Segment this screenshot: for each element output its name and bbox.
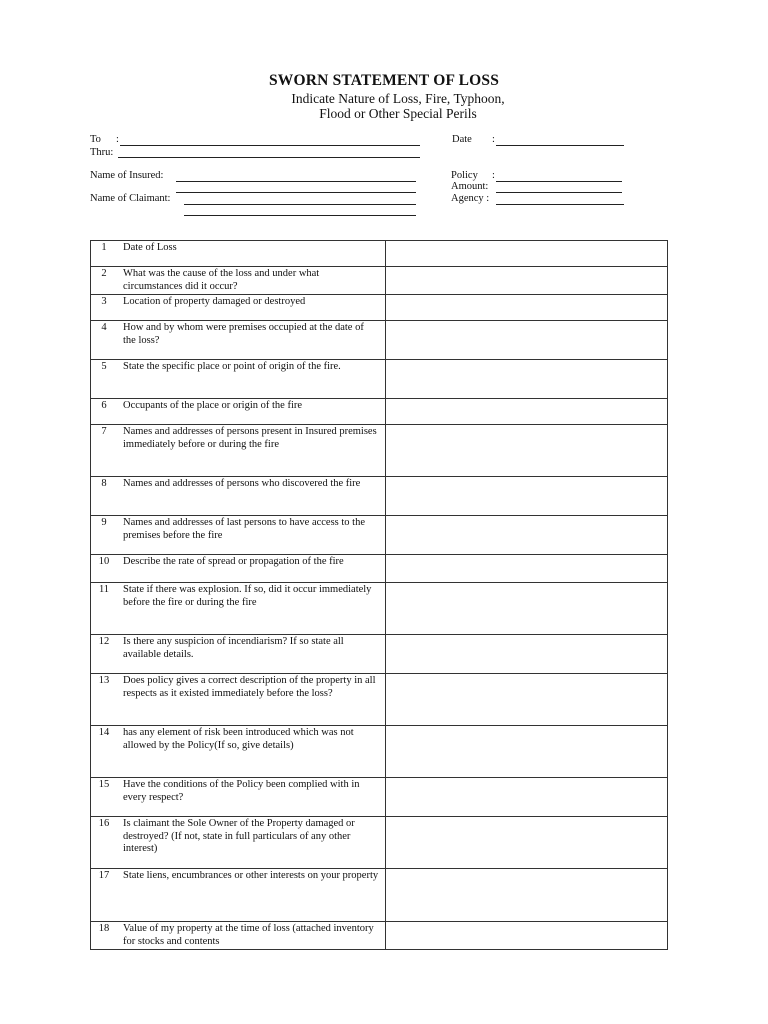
question-number: 7 <box>91 425 118 477</box>
table-row <box>91 922 668 950</box>
question-number: 2 <box>91 267 118 295</box>
table-row <box>91 425 668 477</box>
question-text: Value of my property at the time of loss (attached inventory for stocks and contents <box>117 922 386 950</box>
question-text: Is there any suspicion of incendiarism? If so state all available details. <box>117 635 386 674</box>
question-number: 4 <box>91 321 118 360</box>
question-number: 1 <box>91 241 118 267</box>
table-row <box>91 555 668 583</box>
question-text: Is claimant the Sole Owner of the Property damaged or destroyed? (If not, state in full particulars of any other interest) <box>117 817 386 869</box>
question-text: Names and addresses of persons who discovered the fire <box>117 477 386 516</box>
question-text: Describe the rate of spread or propagation of the fire <box>117 555 386 583</box>
question-text: How and by whom were premises occupied at the date of the loss? <box>117 321 386 360</box>
table-row <box>91 360 668 399</box>
question-text: Names and addresses of last persons to have access to the premises before the fire <box>117 516 386 555</box>
question-text: What was the cause of the loss and under what circumstances did it occur? <box>117 267 386 295</box>
agency-field[interactable] <box>496 204 624 205</box>
question-number: 17 <box>91 869 118 922</box>
form-title: SWORN STATEMENT OF LOSS <box>268 72 500 89</box>
table-row <box>91 869 668 922</box>
form-subtitle-line-1: Indicate Nature of Loss, Fire, Typhoon, <box>291 91 505 106</box>
to-colon: : <box>116 134 119 145</box>
name-of-claimant-label: Name of Claimant: <box>90 193 171 204</box>
policy-colon: : <box>492 170 495 181</box>
question-text: Does policy gives a correct description of the property in all respects as it existed immediately before the loss? <box>117 674 386 726</box>
answer-cell[interactable] <box>386 425 668 477</box>
answer-cell[interactable] <box>386 555 668 583</box>
answer-cell[interactable] <box>386 922 668 950</box>
table-row <box>91 635 668 674</box>
answer-cell[interactable] <box>386 267 668 295</box>
answer-cell[interactable] <box>386 516 668 555</box>
answer-cell[interactable] <box>386 817 668 869</box>
thru-field[interactable] <box>118 157 420 158</box>
question-number: 10 <box>91 555 118 583</box>
date-field[interactable] <box>496 145 624 146</box>
table-row <box>91 817 668 869</box>
table-row <box>91 477 668 516</box>
question-number: 11 <box>91 583 118 635</box>
question-text: State if there was explosion. If so, did it occur immediately before the fire or during the fire <box>117 583 386 635</box>
name-of-insured-field-line-2[interactable] <box>176 192 416 193</box>
date-label: Date <box>452 134 472 145</box>
answer-cell[interactable] <box>386 360 668 399</box>
name-of-claimant-field-line-2[interactable] <box>184 215 416 216</box>
question-text: State liens, encumbrances or other interests on your property <box>117 869 386 922</box>
table-row <box>91 241 668 267</box>
answer-cell[interactable] <box>386 477 668 516</box>
question-number: 5 <box>91 360 118 399</box>
table-row <box>91 726 668 778</box>
question-text: Names and addresses of persons present in Insured premises immediately before or during the fire <box>117 425 386 477</box>
answer-cell[interactable] <box>386 726 668 778</box>
policy-field[interactable] <box>496 181 622 182</box>
table-row <box>91 267 668 295</box>
question-number: 18 <box>91 922 118 950</box>
table-row <box>91 674 668 726</box>
amount-field[interactable] <box>496 192 622 193</box>
table-row <box>91 516 668 555</box>
question-number: 3 <box>91 295 118 321</box>
question-number: 14 <box>91 726 118 778</box>
table-row <box>91 399 668 425</box>
to-label: To <box>90 134 101 145</box>
answer-cell[interactable] <box>386 583 668 635</box>
question-text: has any element of risk been introduced which was not allowed by the Policy(If so, give details) <box>117 726 386 778</box>
question-text: Occupants of the place or origin of the fire <box>117 399 386 425</box>
agency-label: Agency : <box>451 193 490 204</box>
question-text: Date of Loss <box>117 241 386 267</box>
question-text: Location of property damaged or destroyed <box>117 295 386 321</box>
date-colon: : <box>492 134 495 145</box>
name-of-insured-field[interactable] <box>176 181 416 182</box>
loss-questionnaire-table <box>90 240 668 950</box>
table-row <box>91 321 668 360</box>
amount-label: Amount: <box>451 181 489 192</box>
answer-cell[interactable] <box>386 321 668 360</box>
answer-cell[interactable] <box>386 241 668 267</box>
question-text: Have the conditions of the Policy been complied with in every respect? <box>117 778 386 817</box>
answer-cell[interactable] <box>386 869 668 922</box>
name-of-claimant-field[interactable] <box>184 204 416 205</box>
answer-cell[interactable] <box>386 399 668 425</box>
answer-cell[interactable] <box>386 778 668 817</box>
table-row <box>91 295 668 321</box>
form-subtitle-line-2: Flood or Other Special Perils <box>319 106 477 121</box>
question-number: 16 <box>91 817 118 869</box>
table-row <box>91 583 668 635</box>
thru-label: Thru: <box>90 147 114 158</box>
question-number: 15 <box>91 778 118 817</box>
question-text: State the specific place or point of origin of the fire. <box>117 360 386 399</box>
name-of-insured-label: Name of Insured: <box>90 170 164 181</box>
policy-label: Policy <box>451 170 478 181</box>
answer-cell[interactable] <box>386 635 668 674</box>
table-row <box>91 778 668 817</box>
answer-cell[interactable] <box>386 295 668 321</box>
question-number: 13 <box>91 674 118 726</box>
to-field[interactable] <box>120 145 420 146</box>
question-number: 8 <box>91 477 118 516</box>
question-number: 12 <box>91 635 118 674</box>
answer-cell[interactable] <box>386 674 668 726</box>
question-number: 9 <box>91 516 118 555</box>
question-number: 6 <box>91 399 118 425</box>
